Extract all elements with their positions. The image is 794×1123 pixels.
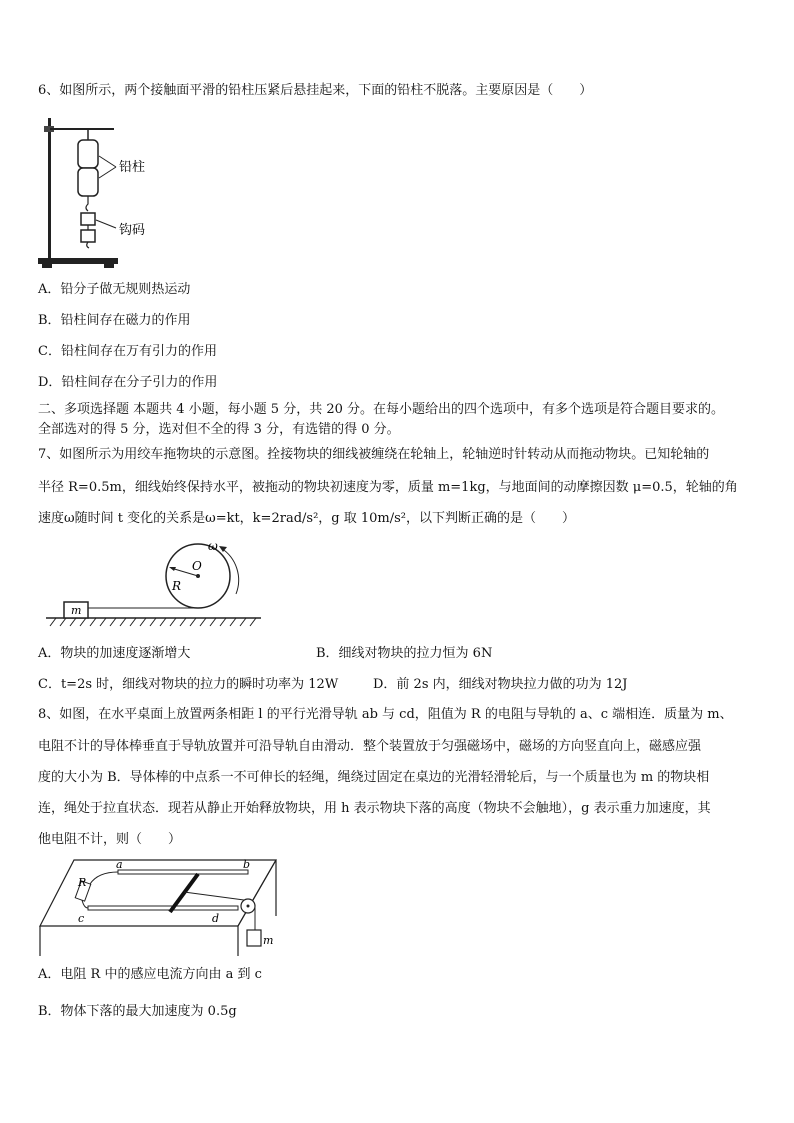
section2-heading: 二、多项选择题 本题共 4 小题，每小题 5 分，共 20 分。在每小题给出的四个选项中，有多个选项是符合题目要求的。 — [38, 402, 725, 417]
q6-option-c[interactable]: C．铅柱间存在万有引力的作用 — [38, 344, 217, 359]
q7-option-b[interactable]: B．细线对物块的拉力恒为 6N — [316, 646, 493, 661]
lead-cylinder-label: 铅柱 — [119, 160, 146, 175]
q6-option-d[interactable]: D．铅柱间存在分子引力的作用 — [38, 375, 218, 390]
q7-radius-label: R — [172, 579, 182, 593]
q8-stem-line4: 连，绳处于拉直状态．现若从静止开始释放物块，用 h 表示物块下落的高度（物块不会触地），g 表示重力加速度，其 — [38, 801, 711, 816]
q8-stem-line1: 8、如图，在水平桌面上放置两条相距 l 的平行光滑导轨 ab 与 cd，阻值为 R 的电阻与导轨的 a、c 端相连．质量为 m、 — [38, 707, 733, 722]
q7-figure — [36, 536, 266, 636]
q8-option-b[interactable]: B．物体下落的最大加速度为 0.5g — [38, 1004, 237, 1019]
q8-figure — [38, 856, 288, 961]
q8-label-m: m — [263, 934, 274, 947]
q8-label-c: c — [78, 912, 85, 925]
q7-mass-label: m — [71, 604, 82, 617]
q7-center-label: O — [192, 559, 202, 573]
q8-label-b: b — [243, 858, 251, 871]
q8-stem-line2: 电阻不计的导体棒垂直于导轨放置并可沿导轨自由滑动．整个装置放于匀强磁场中，磁场的方向竖直向上，磁感应强 — [38, 739, 702, 754]
q6-option-b[interactable]: B．铅柱间存在磁力的作用 — [38, 313, 191, 328]
q8-label-d: d — [212, 912, 220, 925]
q8-label-a: a — [116, 858, 123, 871]
q7-stem-line2: 半径 R=0.5m，细线始终保持水平，被拖动的物块初速度为零，质量 m=1kg，与地面间的动摩擦因数 μ=0.5，轮轴的角 — [38, 480, 738, 495]
q8-stem-line3: 度的大小为 B．导体棒的中点系一不可伸长的轻绳，绳绕过固定在桌边的光滑轻滑轮后，与一个质量也为 m 的物块相 — [38, 770, 710, 785]
q7-option-a[interactable]: A．物块的加速度逐渐增大 — [38, 646, 191, 661]
q7-stem-line1: 7、如图所示为用绞车拖物块的示意图。拴接物块的细线被缠绕在轮轴上，轮轴逆时针转动从而拖动物块。已知轮轴的 — [38, 447, 710, 462]
q8-stem-line5: 他电阻不计，则（ ） — [38, 832, 182, 847]
q7-option-d[interactable]: D．前 2s 内，细线对物块拉力做的功为 12J — [373, 677, 628, 692]
q8-option-a[interactable]: A．电阻 R 中的感应电流方向由 a 到 c — [38, 967, 262, 982]
section2-scoring: 全部选对的得 5 分，选对但不全的得 3 分，有选错的得 0 分。 — [38, 422, 400, 437]
q7-omega-label: ω — [208, 539, 218, 553]
q8-label-R: R — [78, 876, 87, 889]
q6-option-a[interactable]: A．铅分子做无规则热运动 — [38, 282, 191, 297]
q6-figure — [36, 112, 186, 272]
q6-stem: 6、如图所示，两个接触面平滑的铅柱压紧后悬挂起来，下面的铅柱不脱落。主要原因是（ ） — [38, 83, 593, 98]
weight-label: 钩码 — [119, 223, 146, 238]
q7-stem-line3: 速度ω随时间 t 变化的关系是ω=kt，k=2rad/s²，g 取 10m/s²，以下判断正确的是（ ） — [38, 511, 575, 526]
q7-option-c[interactable]: C．t=2s 时，细线对物块的拉力的瞬时功率为 12W — [38, 677, 339, 692]
